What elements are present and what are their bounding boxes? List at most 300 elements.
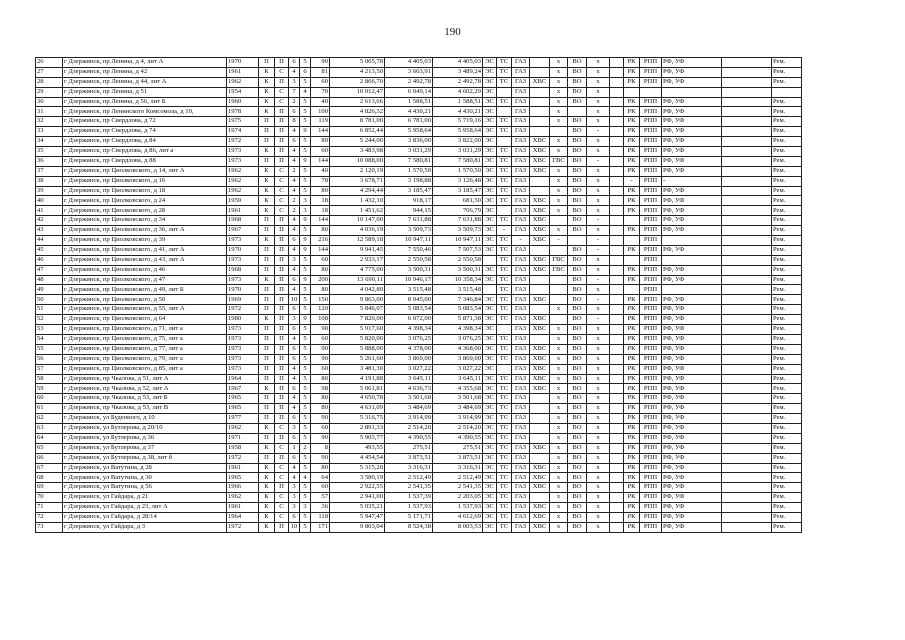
cell-address: г Дзержинск, пр Циолковского, д 50 — [63, 295, 227, 305]
cell-cold-water — [530, 176, 550, 186]
cell-blank — [610, 334, 624, 344]
cell-apartments: 70 — [311, 87, 330, 97]
cell-address: г Дзержинск, пр Чкалова, д 51, лит А — [63, 374, 227, 384]
cell-living-area: 4 405,03 — [385, 58, 433, 68]
cell-row-number: 64 — [36, 433, 63, 443]
cell-address: г Дзержинск, пр Циолковского, д 47 — [63, 275, 227, 285]
cell-blank-2 — [722, 97, 772, 107]
cell-total-area: 5 917,60 — [330, 325, 385, 335]
cell-blank-2 — [722, 423, 772, 433]
cell-bath: - — [587, 275, 610, 285]
cell-blank-2 — [722, 147, 772, 157]
cell-floors: 5 — [300, 423, 311, 433]
cell-bath: - — [587, 295, 610, 305]
table-row — [36, 443, 802, 453]
cell-floors: 2 — [300, 443, 311, 453]
cell-hot-water — [550, 127, 568, 137]
cell-sewage: ВО — [568, 433, 587, 443]
cell-cold-water: ХВС — [530, 344, 550, 354]
cell-private-area: 3 484,69 — [433, 404, 483, 414]
cell-roof: РК — [624, 423, 640, 433]
cell-gas: ГАЗ — [512, 463, 530, 473]
cell-total-area: 9 803,04 — [330, 522, 385, 532]
cell-apartments: 100 — [311, 107, 330, 117]
cell-hot-water — [550, 245, 568, 255]
cell-total-area: 4 036,19 — [330, 226, 385, 236]
cell-living-area: 3 645,11 — [385, 374, 433, 384]
cell-electricity: ЭС — [483, 364, 497, 374]
table-row — [36, 473, 802, 483]
cell-cold-water — [530, 67, 550, 77]
cell-wall-material: П — [259, 325, 275, 335]
cell-private-area: 7 631,88 — [433, 216, 483, 226]
cell-series: П — [275, 344, 289, 354]
cell-wall-material: П — [259, 305, 275, 315]
cell-wall-material: П — [259, 334, 275, 344]
cell-bath: - — [587, 216, 610, 226]
cell-gas: ГАЗ — [512, 473, 530, 483]
cell-electricity: ЭС — [483, 265, 497, 275]
cell-gas: ГАЗ — [512, 414, 530, 424]
cell-bath: х — [587, 364, 610, 374]
cell-total-area: 2 922,55 — [330, 483, 385, 493]
cell-year-built: 1973 — [227, 325, 259, 335]
cell-blank — [610, 344, 624, 354]
cell-living-area: 3 500,31 — [385, 265, 433, 275]
cell-blank — [610, 404, 624, 414]
cell-sewage — [568, 236, 587, 246]
cell-apartments: 200 — [311, 275, 330, 285]
cell-apartments: 144 — [311, 216, 330, 226]
cell-series: П — [275, 107, 289, 117]
cell-living-area: 5 083,54 — [385, 305, 433, 315]
cell-bath: х — [587, 265, 610, 275]
table-row — [36, 77, 802, 87]
table-row — [36, 236, 802, 246]
table-row — [36, 394, 802, 404]
cell-blank — [610, 374, 624, 384]
cell-roof: РК — [624, 463, 640, 473]
cell-series: П — [275, 433, 289, 443]
cell-year-built: 1960 — [227, 97, 259, 107]
cell-floors: 5 — [300, 483, 311, 493]
cell-year-built: 1970 — [227, 245, 259, 255]
cell-cold-water — [530, 423, 550, 433]
table-row — [36, 137, 802, 147]
cell-electricity: ЭС — [483, 206, 497, 216]
cell-entrances: 4 — [289, 67, 300, 77]
cell-hot-water: х — [550, 483, 568, 493]
cell-total-area: 5 846,07 — [330, 305, 385, 315]
cell-sewage: ВО — [568, 137, 587, 147]
cell-gas: ГАЗ — [512, 147, 530, 157]
cell-entrances: 4 — [289, 285, 300, 295]
cell-year-built: 1966 — [227, 483, 259, 493]
cell-series: П — [275, 77, 289, 87]
cell-electricity: ЭС — [483, 58, 497, 68]
table-row — [36, 493, 802, 503]
cell-entrances: 10 — [289, 522, 300, 532]
cell-roof: РК — [624, 117, 640, 127]
cell-address: г Дзержинск, ул Бутлерова, д 37 — [63, 443, 227, 453]
cell-bath: х — [587, 463, 610, 473]
cell-gas: ГАЗ — [512, 216, 530, 226]
cell-series: П — [275, 117, 289, 127]
page-number: 190 — [444, 26, 461, 38]
cell-floors: 5 — [300, 226, 311, 236]
cell-blank-2 — [722, 305, 772, 315]
cell-blank — [610, 58, 624, 68]
cell-hot-water: х — [550, 414, 568, 424]
cell-facade: РПП — [640, 374, 662, 384]
cell-private-area: 3 316,31 — [433, 463, 483, 473]
cell-electricity — [483, 255, 497, 265]
cell-blank-2 — [722, 453, 772, 463]
cell-living-area: 3 663,91 — [385, 67, 433, 77]
cell-apartments: 78 — [311, 176, 330, 186]
cell-sewage: ВО — [568, 265, 587, 275]
cell-work-types: - — [662, 176, 722, 186]
cell-facade: РПП — [640, 522, 662, 532]
cell-work-types: РФ, УФ — [662, 443, 722, 453]
cell-repair: Рем. — [772, 334, 802, 344]
cell-sewage: ВО — [568, 463, 587, 473]
cell-blank-2 — [722, 384, 772, 394]
table-row — [36, 334, 802, 344]
cell-work-types: РФ, УФ — [662, 315, 722, 325]
cell-floors: 5 — [300, 166, 311, 176]
cell-row-number: 51 — [36, 305, 63, 315]
cell-blank — [610, 433, 624, 443]
cell-year-built: 1962 — [227, 423, 259, 433]
cell-blank-2 — [722, 265, 772, 275]
cell-wall-material: К — [259, 463, 275, 473]
cell-address: г Дзержинск, пр Циолковского, д 16 — [63, 176, 227, 186]
cell-electricity: ЭС — [483, 394, 497, 404]
cell-series: П — [275, 226, 289, 236]
cell-floors: 9 — [300, 236, 311, 246]
cell-cold-water — [530, 127, 550, 137]
cell-year-built: 1968 — [227, 265, 259, 275]
cell-electricity: ЭС — [483, 453, 497, 463]
cell-heat: ТС — [497, 423, 512, 433]
cell-cold-water: ХВС — [530, 216, 550, 226]
cell-series: П — [275, 404, 289, 414]
cell-entrances: 6 — [289, 275, 300, 285]
cell-cold-water — [530, 186, 550, 196]
cell-repair: Рем. — [772, 147, 802, 157]
cell-wall-material: П — [259, 285, 275, 295]
cell-bath: х — [587, 503, 610, 513]
cell-heat: - — [497, 226, 512, 236]
cell-blank-2 — [722, 374, 772, 384]
cell-apartments: 80 — [311, 226, 330, 236]
cell-blank-2 — [722, 414, 772, 424]
cell-heat: ТС — [497, 216, 512, 226]
cell-gas: ГАЗ — [512, 226, 530, 236]
cell-work-types: РФ, УФ — [662, 334, 722, 344]
cell-sewage: ВО — [568, 344, 587, 354]
cell-sewage: ВО — [568, 334, 587, 344]
cell-facade: РПП — [640, 245, 662, 255]
cell-living-area: 3 484,69 — [385, 404, 433, 414]
cell-hot-water: х — [550, 186, 568, 196]
cell-roof: РК — [624, 483, 640, 493]
table-row — [36, 176, 802, 186]
cell-private-area: 4 602,29 — [433, 87, 483, 97]
cell-work-types: РФ, УФ — [662, 503, 722, 513]
cell-work-types: РФ, УФ — [662, 384, 722, 394]
cell-row-number: 56 — [36, 354, 63, 364]
cell-blank — [610, 295, 624, 305]
cell-sewage: ВО — [568, 147, 587, 157]
table-row — [36, 522, 802, 532]
cell-apartments: 8 — [311, 443, 330, 453]
table-row — [36, 384, 802, 394]
cell-living-area: 6 072,00 — [385, 315, 433, 325]
cell-wall-material: К — [259, 176, 275, 186]
cell-bath: х — [587, 453, 610, 463]
cell-facade: РПП — [640, 58, 662, 68]
cell-work-types: РФ, УФ — [662, 512, 722, 522]
cell-blank-2 — [722, 166, 772, 176]
cell-sewage: ВО — [568, 127, 587, 137]
cell-gas: ГАЗ — [512, 384, 530, 394]
cell-electricity: ЭС — [483, 414, 497, 424]
cell-repair: Рем. — [772, 384, 802, 394]
cell-apartments: 57 — [311, 493, 330, 503]
cell-heat: ТС — [497, 77, 512, 87]
cell-apartments: 89 — [311, 137, 330, 147]
cell-heat: ТС — [497, 58, 512, 68]
cell-gas: ГАЗ — [512, 285, 530, 295]
cell-bath: х — [587, 473, 610, 483]
cell-address: г Дзержинск, пр Ленина, д 56, лит Б — [63, 97, 227, 107]
cell-blank — [610, 275, 624, 285]
cell-living-area: 4 378,00 — [385, 344, 433, 354]
cell-total-area: 5 061,81 — [330, 384, 385, 394]
cell-floors: 5 — [300, 117, 311, 127]
cell-floors: 5 — [300, 512, 311, 522]
cell-work-types: РФ, УФ — [662, 483, 722, 493]
cell-row-number: 35 — [36, 147, 63, 157]
cell-blank-2 — [722, 176, 772, 186]
cell-wall-material: П — [259, 374, 275, 384]
table-row — [36, 275, 802, 285]
cell-roof: РК — [624, 265, 640, 275]
cell-series: С — [275, 196, 289, 206]
cell-sewage: ВО — [568, 512, 587, 522]
cell-gas: ГАЗ — [512, 443, 530, 453]
cell-apartments: 60 — [311, 334, 330, 344]
cell-blank — [610, 265, 624, 275]
cell-wall-material: К — [259, 483, 275, 493]
cell-bath: х — [587, 58, 610, 68]
cell-heat: ТС — [497, 295, 512, 305]
cell-hot-water: х — [550, 325, 568, 335]
cell-bath: - — [587, 156, 610, 166]
cell-facade: РПП — [640, 186, 662, 196]
cell-blank-2 — [722, 483, 772, 493]
cell-gas: ГАЗ — [512, 117, 530, 127]
cell-sewage — [568, 107, 587, 117]
cell-roof: РК — [624, 305, 640, 315]
cell-total-area: 4 191,88 — [330, 374, 385, 384]
cell-address: г Дзержинск, ул Гайдара, д 21 — [63, 493, 227, 503]
cell-cold-water: ХВС — [530, 206, 550, 216]
cell-private-area: 3 509,73 — [433, 226, 483, 236]
cell-hot-water: х — [550, 87, 568, 97]
cell-cold-water — [530, 305, 550, 315]
cell-electricity: ЭС — [483, 275, 497, 285]
cell-sewage: ВО — [568, 295, 587, 305]
cell-total-area: 9 941,45 — [330, 245, 385, 255]
cell-cold-water: ХВС — [530, 196, 550, 206]
cell-sewage: ВО — [568, 206, 587, 216]
cell-hot-water — [550, 285, 568, 295]
cell-hot-water: х — [550, 58, 568, 68]
cell-address: г Дзержинск, ул Ватутина, д 56 — [63, 483, 227, 493]
cell-bath: х — [587, 384, 610, 394]
cell-wall-material: К — [259, 166, 275, 176]
cell-bath: х — [587, 414, 610, 424]
cell-address: г Дзержинск, ул Гайдара, д 23, лит А — [63, 503, 227, 513]
cell-wall-material: П — [259, 216, 275, 226]
cell-row-number: 54 — [36, 334, 63, 344]
cell-year-built: 1962 — [227, 166, 259, 176]
cell-total-area: 5 315,20 — [330, 463, 385, 473]
cell-cold-water: ХВС — [530, 473, 550, 483]
cell-sewage: ВО — [568, 255, 587, 265]
cell-work-types: РФ, УФ — [662, 137, 722, 147]
cell-bath: х — [587, 344, 610, 354]
cell-apartments: 80 — [311, 374, 330, 384]
cell-heat: ТС — [497, 414, 512, 424]
cell-entrances: 4 — [289, 216, 300, 226]
cell-electricity: ЭС — [483, 245, 497, 255]
cell-bath: х — [587, 285, 610, 295]
cell-facade: РПП — [640, 275, 662, 285]
cell-roof: РК — [624, 166, 640, 176]
cell-year-built: 1971 — [227, 433, 259, 443]
cell-total-area: 2 891,33 — [330, 423, 385, 433]
cell-facade: РПП — [640, 236, 662, 246]
cell-hot-water: х — [550, 522, 568, 532]
cell-blank — [610, 423, 624, 433]
cell-total-area: 6 852,44 — [330, 127, 385, 137]
housing-table — [35, 57, 802, 533]
cell-address: г Дзержинск, пр Циолковского, д 43, лит А — [63, 255, 227, 265]
cell-blank-2 — [722, 404, 772, 414]
cell-address: г Дзержинск, пр Ленина, д 44, лит А — [63, 77, 227, 87]
cell-roof: РК — [624, 147, 640, 157]
cell-address: г Дзержинск, пр Циолковского, д 71, лит а — [63, 325, 227, 335]
cell-private-area: 3 027,22 — [433, 364, 483, 374]
cell-hot-water: х — [550, 453, 568, 463]
cell-cold-water — [530, 453, 550, 463]
cell-hot-water: ГВС — [550, 255, 568, 265]
cell-gas: ГАЗ — [512, 483, 530, 493]
cell-gas: ГАЗ — [512, 325, 530, 335]
cell-roof — [624, 255, 640, 265]
cell-year-built: 1972 — [227, 522, 259, 532]
cell-series: П — [275, 414, 289, 424]
cell-blank-2 — [722, 394, 772, 404]
cell-total-area: 4 650,78 — [330, 394, 385, 404]
cell-roof — [624, 87, 640, 97]
cell-heat: ТС — [497, 354, 512, 364]
cell-gas: ГАЗ — [512, 374, 530, 384]
cell-row-number: 59 — [36, 384, 63, 394]
cell-total-area: 5 903,77 — [330, 433, 385, 443]
cell-sewage: ВО — [568, 77, 587, 87]
cell-blank-2 — [722, 522, 772, 532]
cell-year-built: 1967 — [227, 226, 259, 236]
cell-apartments: 40 — [311, 166, 330, 176]
cell-work-types: РФ, УФ — [662, 463, 722, 473]
cell-series: С — [275, 176, 289, 186]
cell-entrances: 4 — [289, 364, 300, 374]
cell-living-area: 3 869,00 — [385, 354, 433, 364]
cell-series: С — [275, 423, 289, 433]
cell-cold-water — [530, 58, 550, 68]
cell-work-types: РФ, УФ — [662, 374, 722, 384]
cell-roof: РК — [624, 522, 640, 532]
cell-floors: 5 — [300, 394, 311, 404]
cell-gas: ГАЗ — [512, 127, 530, 137]
cell-apartments: 90 — [311, 414, 330, 424]
cell-living-area: 2 550,58 — [385, 255, 433, 265]
cell-series: С — [275, 512, 289, 522]
cell-bath: х — [587, 87, 610, 97]
cell-gas: ГАЗ — [512, 255, 530, 265]
cell-electricity: ЭС — [483, 166, 497, 176]
cell-series: П — [275, 216, 289, 226]
cell-cold-water: ХВС — [530, 374, 550, 384]
cell-blank-2 — [722, 443, 772, 453]
cell-facade: РПП — [640, 483, 662, 493]
cell-heat: ТС — [497, 344, 512, 354]
cell-private-area: 2 550,58 — [433, 255, 483, 265]
cell-series: П — [275, 354, 289, 364]
cell-row-number: 46 — [36, 255, 63, 265]
cell-wall-material: К — [259, 206, 275, 216]
cell-entrances: 3 — [289, 493, 300, 503]
cell-floors: 5 — [300, 295, 311, 305]
cell-facade: РПП — [640, 463, 662, 473]
cell-row-number: 73 — [36, 522, 63, 532]
cell-blank-2 — [722, 315, 772, 325]
table-row — [36, 216, 802, 226]
cell-gas: ГАЗ — [512, 186, 530, 196]
cell-hot-water: х — [550, 354, 568, 364]
cell-repair: Рем. — [772, 394, 802, 404]
cell-blank-2 — [722, 295, 772, 305]
cell-living-area: 4 390,55 — [385, 433, 433, 443]
cell-heat: ТС — [497, 196, 512, 206]
cell-gas: ГАЗ — [512, 344, 530, 354]
cell-repair: Рем. — [772, 255, 802, 265]
cell-hot-water: х — [550, 166, 568, 176]
cell-entrances: 3 — [289, 255, 300, 265]
cell-entrances: 6 — [289, 344, 300, 354]
cell-entrances: 4 — [289, 374, 300, 384]
cell-year-built: 1961 — [227, 503, 259, 513]
cell-year-built: 1973 — [227, 354, 259, 364]
cell-work-types: РФ, УФ — [662, 265, 722, 275]
cell-facade: РПП — [640, 127, 662, 137]
cell-facade: РПП — [640, 433, 662, 443]
